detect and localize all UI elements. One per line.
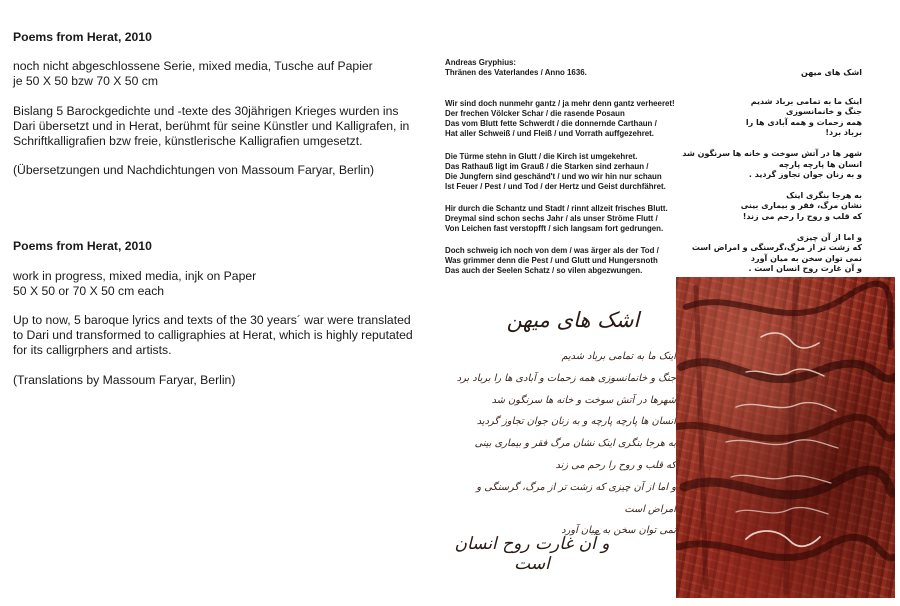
german-stanza: Wir sind doch nunmehr gantz / ja mehr denn gantz verheeret! Der frechen Völcker Schar / die rasende Posaun Das vom Blutt fette Schwerdt / die donnernde Carthaun / Hat aller Schweiß / und Fleiß / und Vorrath auffgezehret. [445,99,675,139]
calligraphy-painting [676,277,895,598]
english-subtitle: work in progress, mixed media, injk on Paper 50 X 50 or 70 X 50 cm each [13,268,257,298]
english-body: Up to now, 5 baroque lyrics and texts of the 30 years´ war were translated to Dari und transformed to calligraphies at Herat, which is highly reputated for its calligrphers and artists. [13,313,413,358]
english-title: Poems from Herat, 2010 [13,239,152,254]
calligraphy-title: اشک های میهن [506,308,640,332]
calligraphy-artwork [448,302,676,592]
german-stanza: Hir durch die Schantz und Stadt / rinnt allzeit frisches Blutt. Dreymal sind schon sechs Jahr / als unser Ströme Flutt / Von Leichen fast verstopfft / sich langsam fort gedrungen. [445,203,668,234]
dari-stanza: به هرجا بنگری اینک نشان مرگ، فقر و بیماری بینی که قلب و روح را رحم می زند! [740,190,862,221]
poem-author: Andreas Gryphius: [445,58,517,67]
german-stanza: Doch schweig ich noch von dem / was ärger als der Tod / Was grimmer denn die Pest / und Glutt und Hungersnoth Das auch der Seelen Schatz / so vilen abgezwungen. [445,246,659,276]
calligraphy-last-line: و آن غارت روح انسان است [454,534,610,574]
german-title: Poems from Herat, 2010 [13,30,152,44]
german-poem-header [445,58,695,78]
german-poem [445,58,695,289]
dari-poem-title: اشک های میهن [801,68,862,77]
german-subtitle: noch nicht abgeschlossene Serie, mixed media, Tusche auf Papier je 50 X 50 bzw 70 X 50 cm [13,59,373,89]
dari-stanza: شهر ها در آتش سوخت و خانه ها سرنگون شد انسان ها پارچه پارچه و به زنان جوان تجاوز گردید . [682,148,862,180]
german-credit: (Übersetzungen und Nachdichtungen von Massoum Faryar, Berlin) [13,163,375,178]
dari-stanza: اینک ما به تمامی برباد شدیم جنگ و خانمانسوزی همه زحمات و همه آبادی ها را برباد برد! [745,96,862,138]
calligraphy-lines: اینک ما به تمامی برباد شدیم جنگ و خانمانسوزی همه زحمات و آبادی ها را برباد برد شهرها در آتش سوخت و خانه ها سرنگون شد انسان ها پارچه پارچه و به زنان جوان تجاوز گردید به هرجا بنگری اینک نشان مرگ فقر و بیماری بینی که قلب و روح را رحم می زند و اما از آن چیزی که زشت تر از مرگ، گرسنگی و امراض است نمی توان سخن به میان آورد [456,351,676,537]
dari-stanza: و اما از آن چیزی که زشت تر از مرگ،گرسنگی و امراض است نمی توان سخن به میان آورد و آن غارت روح انسان است . [691,232,862,274]
poem-title: Thränen des Vaterlandes / Anno 1636. [445,68,587,78]
german-body: Bislang 5 Barockgedichte und -texte des 30jährigen Krieges wurden ins Dari übersetzt und in Herat, berühmt für seine Künstler und Kalligrafen, in Schriftkalligrafien bzw freie, künstlerische Kalligrafien umgesetzt. [13,103,410,149]
painting-strokes [676,277,895,598]
german-english-descriptions [13,30,413,388]
english-credit: (Translations by Massoum Faryar, Berlin) [13,372,236,387]
german-stanza: Die Türme stehn in Glutt / die Kirch ist umgekehret. Das Rathauß ligt im Grauß / die Starken sind zerhaun / Die Jungfern sind geschänd't / und wo wir hin nur schaun Ist Feuer / Pest / und Tod / der Hertz und Geist durchfähret. [445,151,666,191]
dari-poem [662,68,862,285]
